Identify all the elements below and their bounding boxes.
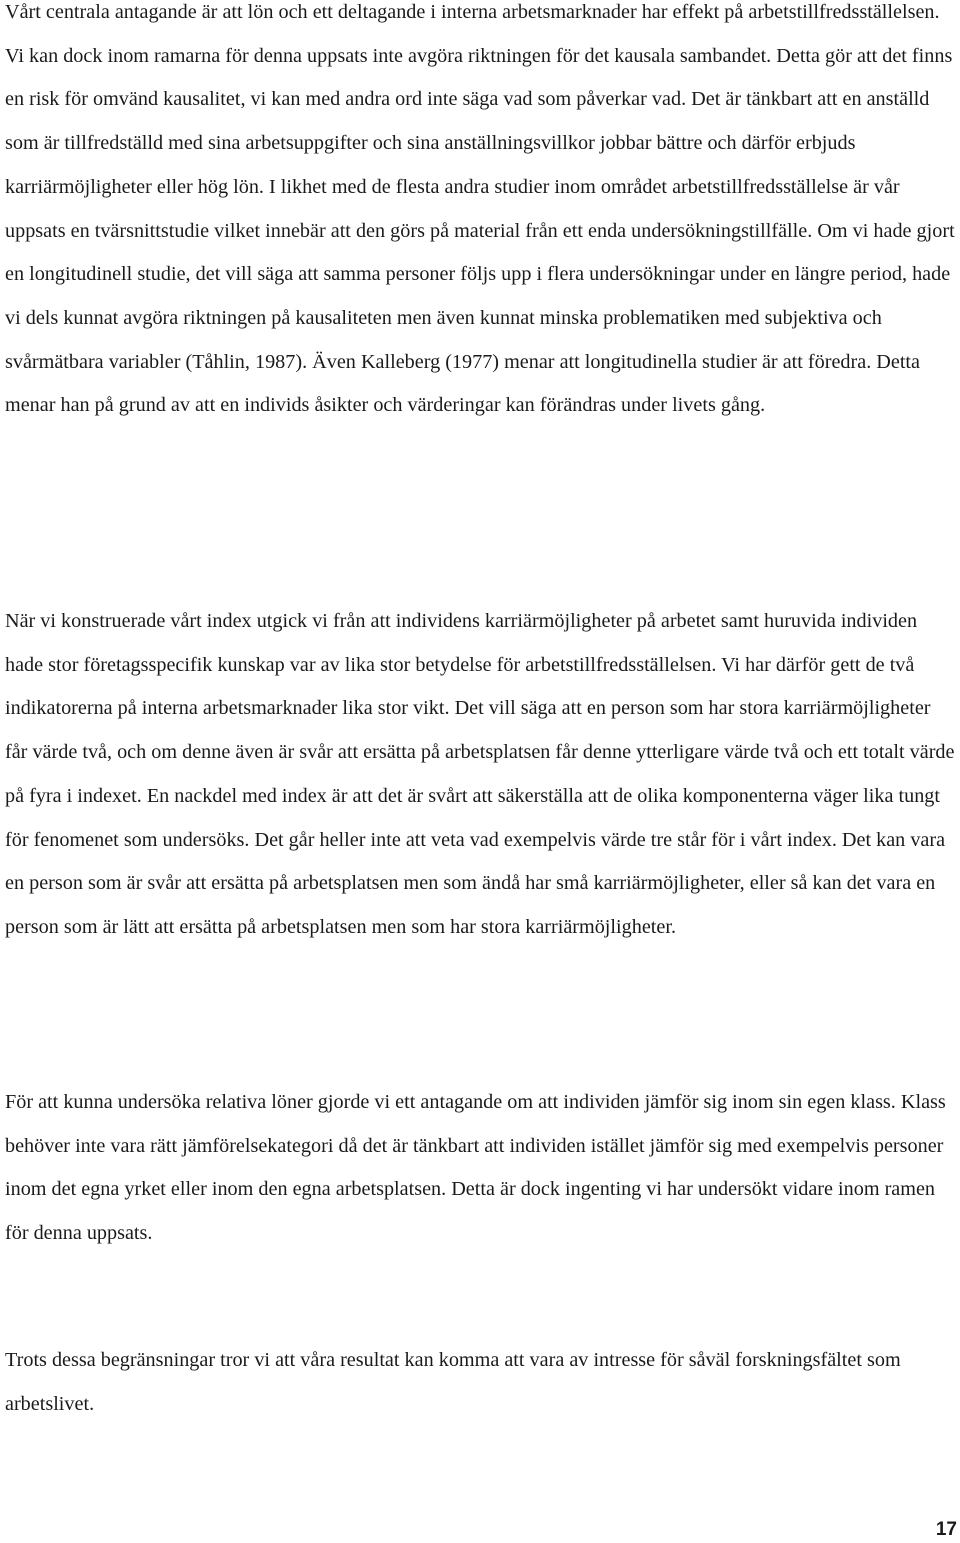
paragraph-causality: Vårt centrala antagande är att lön och ett deltagande i interna arbetsmarknader har effekt på arbetstillfredsställelsen. Vi kan dock inom ramarna för denna uppsats inte avgöra riktningen för det kausala sambandet. Detta gör att det finns en risk för omvänd kausalitet, vi kan med andra ord inte säga vad som påverkar vad. Det är tänkbart att en anställd som är tillfredställd med sina arbetsuppgifter och sina anställningsvillkor jobbar bättre och därför erbjuds karriärmöjligheter eller hög lön. I likhet med de flesta andra studier inom området arbetstillfredsställelse är vår uppsats en tvärsnittstudie vilket innebär att den görs på material från ett enda undersökningstillfälle. Om vi hade gjort en longitudinell studie, det vill säga att samma personer följs upp i flera undersökningar under en längre period, hade vi dels kunnat avgöra riktningen på kausaliteten men även kunnat minska problematiken med subjektiva och svårmätbara variabler (Tåhlin, 1987). Även Kalleberg (1977) menar att longitudinella studier är att föredra. Detta menar han på grund av att en individs åsikter och värderingar kan förändras under livets gång. [5, 1, 955, 417]
paragraph-relative-wages: För att kunna undersöka relativa löner gjorde vi ett antagande om att individen jämför sig inom sin egen klass. Klass behöver inte vara rätt jämförelsekategori då det är tänkbart att individen istället jämför sig med exempelvis personer inom det egna yrket eller inom den egna arbetsplatsen. Detta är dock ingenting vi har undersökt vidare inom ramen för denna uppsats. [5, 1091, 946, 1245]
paragraph-conclusion: Trots dessa begränsningar tror vi att våra resultat kan komma att vara av intresse för såväl forskningsfältet som arbetslivet. [5, 1349, 901, 1415]
page-number: 17 [935, 1519, 957, 1540]
paragraph-index-construction: När vi konstruerade vårt index utgick vi från att individens karriärmöjligheter på arbetet samt huruvida individen hade stor företagsspecifik kunskap var av lika stor betydelse för arbetstillfredsställelsen. Vi har därför gett de två indikatorerna på interna arbetsmarknader lika stor vikt. Det vill säga att en person som har stora karriärmöjligheter får värde två, och om denne även är svår att ersätta på arbetsplatsen får denne ytterligare värde två och ett totalt värde på fyra i indexet. En nackdel med index är att det är svårt att säkerställa att de olika komponenterna väger lika tungt för fenomenet som undersöks. Det går heller inte att veta vad exempelvis värde tre står för i vårt index. Det kan vara en person som är svår att ersätta på arbetsplatsen men som ändå har små karriärmöjligheter, eller så kan det vara en person som är lätt att ersätta på arbetsplatsen men som har stora karriärmöjligheter. [5, 610, 955, 938]
